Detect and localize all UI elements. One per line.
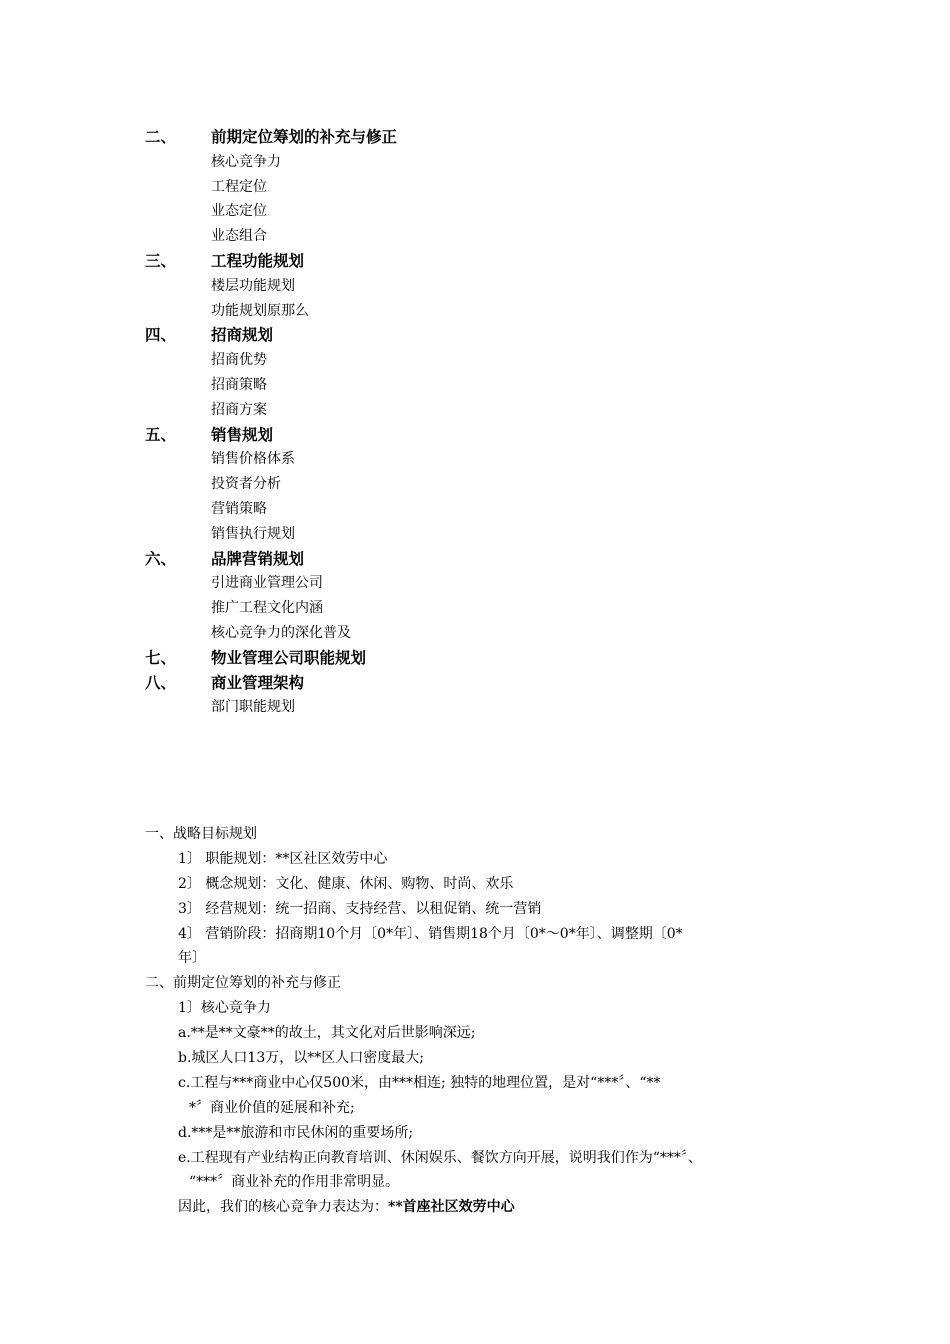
toc-heading-title: 物业管理公司职能规划 (211, 647, 367, 667)
toc-heading (145, 323, 845, 348)
toc-heading-title: 工程功能规划 (211, 250, 305, 270)
toc-subitem: 招商策略 (211, 376, 267, 393)
toc-heading-number: 六、 (145, 548, 177, 568)
toc-heading-title: 品牌营销规划 (211, 548, 305, 568)
toc-heading-title: 商业管理架构 (211, 672, 305, 692)
toc-heading-title: 招商规划 (211, 325, 274, 345)
document-body (145, 822, 815, 1220)
list-item: 1〕 职能规划：**区社区效劳中心 (178, 850, 388, 867)
toc-subitem: 工程定位 (211, 178, 267, 195)
toc-subitem: 核心竞争力 (211, 153, 281, 170)
toc-subitem: 引进商业管理公司 (211, 575, 323, 592)
subsection-heading: 1〕核心竞争力 (178, 1000, 271, 1017)
point-d: d.***是**旅游和市民休闲的重要场所; (178, 1124, 414, 1141)
toc-heading-title: 前期定位筹划的补充与修正 (211, 127, 398, 146)
toc-subitem: 招商优势 (211, 352, 267, 369)
point-c-continuation: *〞商业价值的延展和补充; (189, 1099, 355, 1116)
section-heading: 二、前期定位筹划的补充与修正 (145, 975, 341, 992)
toc-subitem: 功能规划原那么 (211, 302, 309, 319)
list-item: 2〕 概念规划：文化、健康、休闲、购物、时尚、欢乐 (178, 875, 514, 892)
toc-heading-number: 二、 (145, 127, 177, 146)
toc-subitem: 营销策略 (211, 500, 267, 517)
toc-subitem: 核心竞争力的深化普及 (211, 624, 351, 641)
toc-heading-title: 销售规划 (211, 424, 274, 444)
conclusion-text: 因此，我们的核心竞争力表达为： (178, 1199, 388, 1216)
toc-subitem: 楼层功能规划 (211, 277, 295, 294)
toc-heading-number: 七、 (145, 647, 177, 667)
toc-subitem: 推广工程文化内涵 (211, 600, 323, 617)
toc-heading-number: 三、 (145, 250, 177, 270)
conclusion-highlight: **首座社区效劳中心 (388, 1199, 515, 1216)
toc-subitem: 部门职能规划 (211, 699, 295, 716)
toc-heading-number: 八、 (145, 672, 177, 692)
toc-subitem: 业态定位 (211, 203, 267, 220)
section-heading: 一、战略目标规划 (145, 826, 257, 842)
toc-subitem: 招商方案 (211, 401, 267, 418)
toc-heading-number: 四、 (145, 325, 177, 345)
point-b: b.城区人口13万，以**区人口密度最大; (178, 1050, 424, 1067)
toc-subitem: 投资者分析 (211, 476, 281, 493)
toc-heading (145, 646, 845, 671)
point-c: c.工程与***商业中心仅500米，由***相连; 独特的地理位置，是对“***〞、“** (178, 1074, 661, 1091)
toc-heading (145, 125, 845, 150)
toc-heading (145, 671, 845, 696)
toc-heading (145, 547, 845, 572)
point-e-continuation: “***〞商业补充的作用非常明显。 (189, 1174, 400, 1191)
list-item-continuation: 年〕 (178, 950, 206, 967)
toc-heading (145, 249, 845, 274)
toc-subitem: 业态组合 (211, 228, 267, 245)
list-item: 3〕 经营规划：统一招商、支持经营、以租促销、统一营销 (178, 900, 542, 917)
toc-heading (145, 423, 845, 448)
point-e: e.工程现有产业结构正向教育培训、休闲娱乐、餐饮方向开展，说明我们作为“***〞、 (178, 1149, 702, 1166)
toc-subitem: 销售执行规划 (211, 525, 295, 542)
toc-subitem: 销售价格体系 (211, 451, 295, 468)
conclusion (145, 1195, 815, 1220)
table-of-contents (145, 125, 845, 720)
point-a: a.**是**文豪**的故土，其文化对后世影响深远; (178, 1025, 476, 1042)
toc-heading-number: 五、 (145, 424, 177, 444)
list-item: 4〕 营销阶段：招商期10个月〔0*年〕、销售期18个月〔0*～0*年〕、调整期〔0* (178, 925, 683, 942)
